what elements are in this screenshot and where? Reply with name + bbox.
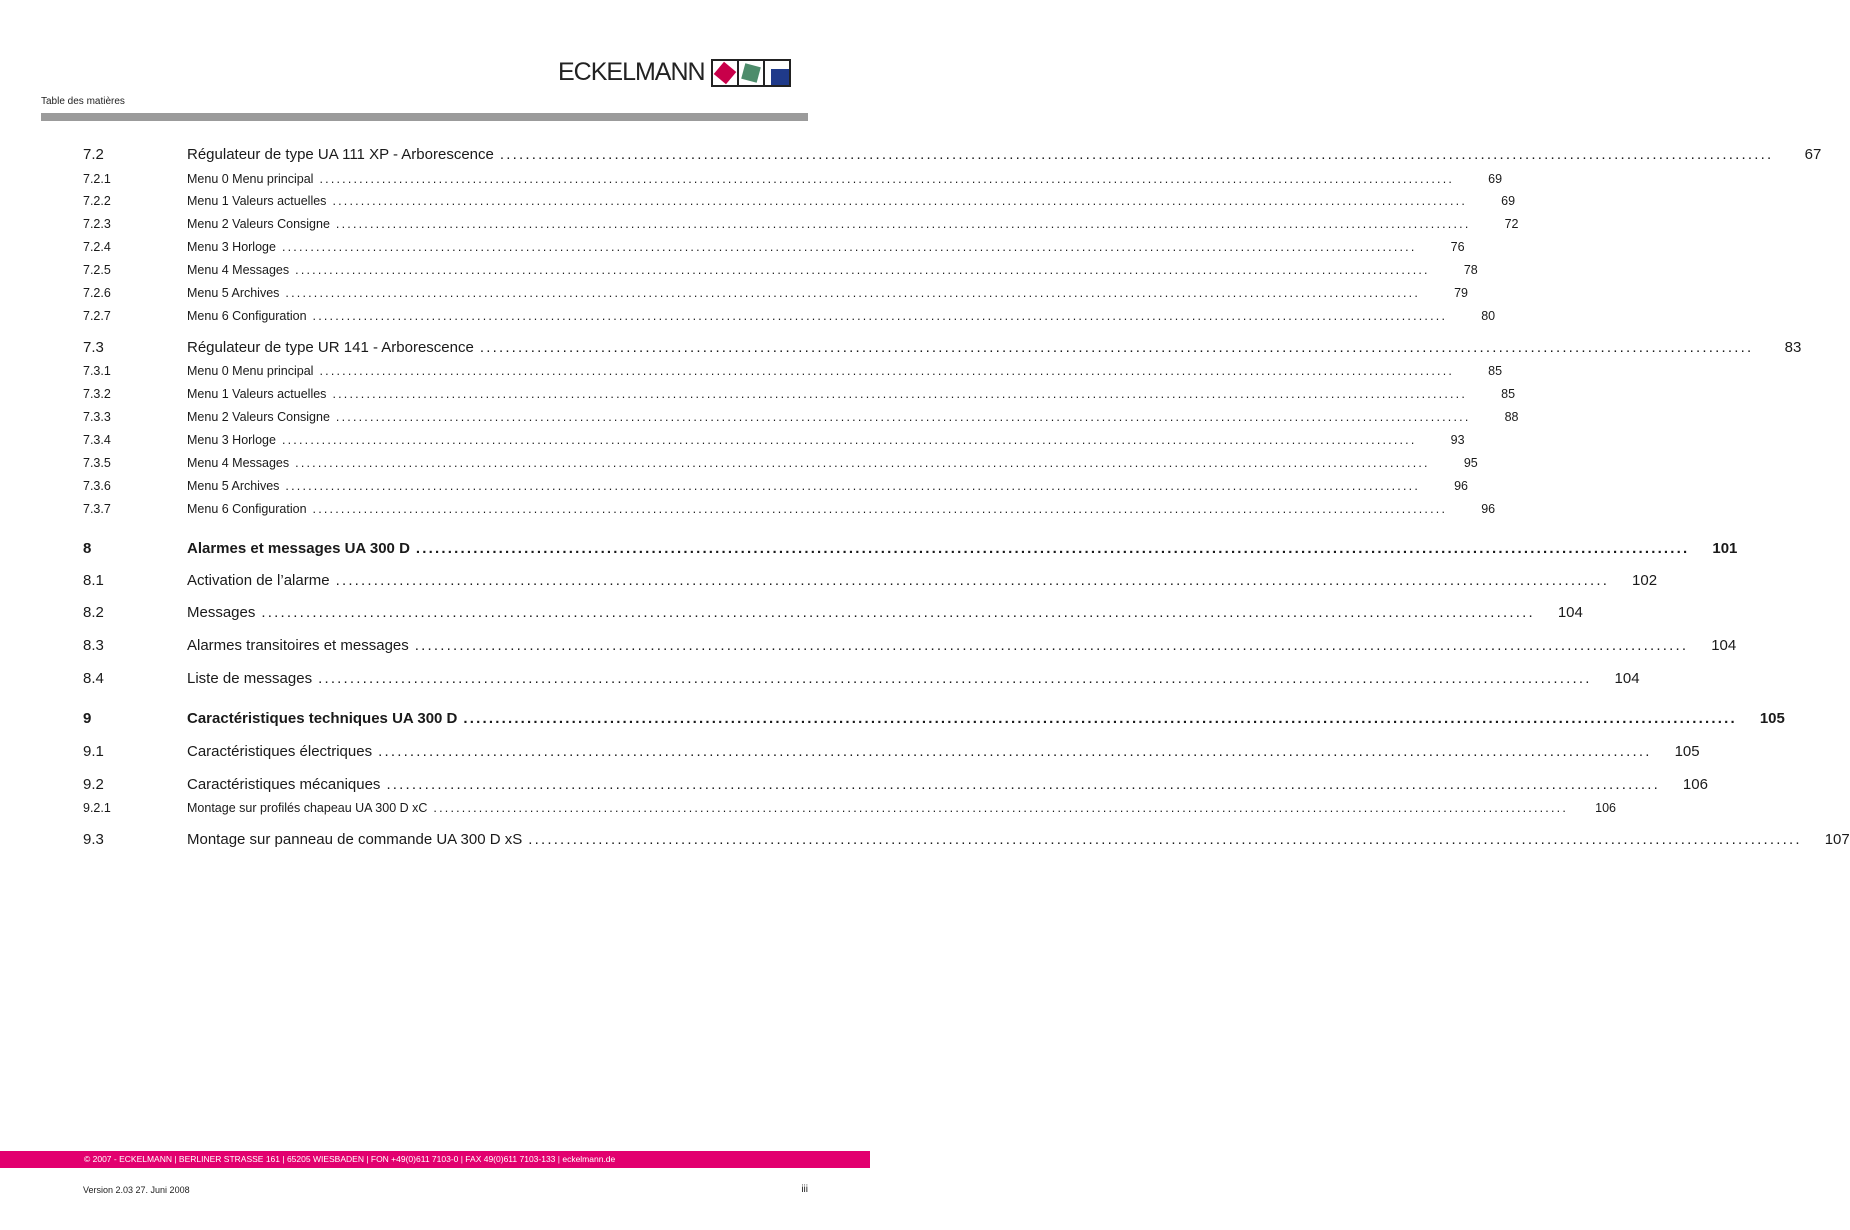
- page-number: iii: [801, 1184, 808, 1195]
- toc-title: Caractéristiques mécaniques: [187, 776, 381, 793]
- toc-entry[interactable]: [83, 743, 1700, 760]
- toc-number: 7.3.4: [83, 433, 111, 447]
- toc-number: 7.2.6: [83, 286, 111, 300]
- toc-page-number: 79: [1454, 286, 1469, 300]
- toc-title: Menu 5 Archives: [187, 286, 280, 300]
- toc-leader-dots: ........................................................................................................................................................................................................: [335, 410, 1471, 424]
- toc-leader-dots: ........................................................................................................................................................................................................: [463, 710, 1737, 727]
- section-label: Table des matières: [41, 96, 125, 107]
- toc-title: Activation de l’alarme: [187, 572, 330, 589]
- toc-page-number: 83: [1784, 339, 1802, 356]
- toc-entry[interactable]: [83, 433, 1465, 447]
- toc-page-number: 72: [1504, 217, 1519, 231]
- toc-leader-dots: ........................................................................................................................................................................................................: [295, 456, 1430, 470]
- toc-number: 9.2: [83, 776, 104, 793]
- toc-page-number: 95: [1463, 456, 1478, 470]
- toc-title: Menu 4 Messages: [187, 263, 290, 277]
- toc-number: 7.3.6: [83, 479, 111, 493]
- toc-entry[interactable]: [83, 776, 1708, 793]
- toc-leader-dots: ........................................................................................................................................................................................................: [499, 146, 1774, 163]
- toc-title: Caractéristiques électriques: [187, 743, 373, 760]
- version-info: Version 2.03 27. Juni 2008: [83, 1185, 190, 1195]
- header-divider: [41, 113, 808, 121]
- toc-number: 7.3.7: [83, 502, 111, 516]
- toc-leader-dots: ........................................................................................................................................................................................................: [332, 387, 1468, 401]
- toc-page-number: 67: [1804, 146, 1822, 163]
- toc-entry[interactable]: [83, 217, 1519, 231]
- toc-title: Menu 3 Horloge: [187, 433, 276, 447]
- toc-page-number: 105: [1759, 710, 1785, 727]
- toc-page-number: 104: [1711, 637, 1737, 654]
- toc-entry[interactable]: [83, 540, 1738, 557]
- toc-number: 9.3: [83, 831, 104, 848]
- toc-leader-dots: ........................................................................................................................................................................................................: [415, 540, 1690, 557]
- toc-page-number: 78: [1463, 263, 1478, 277]
- logo-text: ECKELMANN: [558, 58, 705, 86]
- toc-page-number: 101: [1712, 540, 1738, 557]
- toc-page-number: 85: [1488, 364, 1503, 378]
- toc-number: 7.3.5: [83, 456, 111, 470]
- toc-entry[interactable]: [83, 502, 1496, 516]
- toc-entry[interactable]: [83, 263, 1478, 277]
- toc-leader-dots: ........................................................................................................................................................................................................: [433, 801, 1569, 815]
- toc-entry[interactable]: [83, 572, 1658, 589]
- toc-title: Alarmes transitoires et messages: [187, 637, 409, 654]
- toc-entry[interactable]: [83, 410, 1519, 424]
- toc-title: Menu 6 Configuration: [187, 502, 307, 516]
- toc-title: Régulateur de type UR 141 - Arborescence: [187, 339, 474, 356]
- toc-title: Messages: [187, 604, 256, 621]
- toc-leader-dots: ........................................................................................................................................................................................................: [285, 286, 1421, 300]
- toc-page-number: 85: [1501, 387, 1516, 401]
- toc-entry[interactable]: [83, 456, 1478, 470]
- toc-leader-dots: ........................................................................................................................................................................................................: [414, 637, 1689, 654]
- toc-number: 9.2.1: [83, 801, 111, 815]
- toc-leader-dots: ........................................................................................................................................................................................................: [318, 670, 1592, 687]
- toc-page-number: 104: [1614, 670, 1640, 687]
- toc-page-number: 69: [1501, 194, 1516, 208]
- toc-leader-dots: ........................................................................................................................................................................................................: [285, 479, 1421, 493]
- toc-leader-dots: ........................................................................................................................................................................................................: [312, 502, 1448, 516]
- toc-title: Menu 1 Valeurs actuelles: [187, 194, 327, 208]
- toc-number: 8.4: [83, 670, 104, 687]
- toc-entry[interactable]: [83, 637, 1737, 654]
- toc-entry[interactable]: [83, 240, 1465, 254]
- toc-page-number: 104: [1557, 604, 1583, 621]
- toc-title: Alarmes et messages UA 300 D: [187, 540, 410, 557]
- toc-leader-dots: ........................................................................................................................................................................................................: [319, 364, 1455, 378]
- toc-number: 7.2.5: [83, 263, 111, 277]
- toc-number: 8.1: [83, 572, 104, 589]
- toc-title: Menu 1 Valeurs actuelles: [187, 387, 327, 401]
- toc-page-number: 80: [1481, 309, 1496, 323]
- toc-title: Montage sur profilés chapeau UA 300 D xC: [187, 801, 428, 815]
- toc-number: 7.3.2: [83, 387, 111, 401]
- toc-entry[interactable]: [83, 286, 1469, 300]
- toc-number: 7.2.2: [83, 194, 111, 208]
- toc-number: 7.2.3: [83, 217, 111, 231]
- toc-title: Menu 2 Valeurs Consigne: [187, 410, 330, 424]
- toc-page-number: 93: [1450, 433, 1465, 447]
- toc-entry[interactable]: [83, 309, 1496, 323]
- toc-leader-dots: ........................................................................................................................................................................................................: [281, 240, 1417, 254]
- toc-page-number: 76: [1450, 240, 1465, 254]
- toc-title: Menu 5 Archives: [187, 479, 280, 493]
- toc-page-number: 105: [1674, 743, 1700, 760]
- toc-leader-dots: ........................................................................................................................................................................................................: [261, 604, 1535, 621]
- toc-leader-dots: ........................................................................................................................................................................................................: [335, 217, 1471, 231]
- toc-leader-dots: ........................................................................................................................................................................................................: [335, 572, 1610, 589]
- toc-number: 8: [83, 540, 92, 557]
- toc-page-number: 69: [1488, 172, 1503, 186]
- toc-leader-dots: ........................................................................................................................................................................................................: [386, 776, 1660, 793]
- toc-page-number: 106: [1595, 801, 1617, 815]
- toc-leader-dots: ........................................................................................................................................................................................................: [295, 263, 1430, 277]
- eckelmann-logo: [558, 58, 791, 87]
- toc-title: Caractéristiques techniques UA 300 D: [187, 710, 458, 727]
- toc-title: Liste de messages: [187, 670, 313, 687]
- toc-title: Menu 6 Configuration: [187, 309, 307, 323]
- footer-address-bar: [0, 1151, 870, 1168]
- toc-number: 7.3.1: [83, 364, 111, 378]
- toc-page-number: 88: [1504, 410, 1519, 424]
- toc-entry[interactable]: [83, 146, 1822, 163]
- toc-page-number: 107: [1824, 831, 1850, 848]
- toc-entry[interactable]: [83, 831, 1850, 848]
- toc-leader-dots: ........................................................................................................................................................................................................: [281, 433, 1417, 447]
- toc-number: 7.3: [83, 339, 104, 356]
- toc-number: 8.3: [83, 637, 104, 654]
- toc-page-number: 96: [1481, 502, 1496, 516]
- toc-entry[interactable]: [83, 194, 1516, 208]
- toc-title: Montage sur panneau de commande UA 300 D xS: [187, 831, 523, 848]
- toc-title: Menu 4 Messages: [187, 456, 290, 470]
- toc-title: Régulateur de type UA 111 XP - Arborescence: [187, 146, 494, 163]
- toc-number: 8.2: [83, 604, 104, 621]
- toc-number: 7.2.4: [83, 240, 111, 254]
- toc-page-number: 106: [1682, 776, 1708, 793]
- toc-title: Menu 0 Menu principal: [187, 364, 314, 378]
- toc-entry[interactable]: [83, 339, 1802, 356]
- toc-number: 7.2: [83, 146, 104, 163]
- footer-address: © 2007 - ECKELMANN | BERLINER STRASSE 161 | 65205 WIESBADEN | FON +49(0)611 7103-0 | FAX 49(0)611 7103-133 | eckelmann.de: [84, 1154, 616, 1164]
- logo-squares-icon: [711, 59, 791, 87]
- toc-entry[interactable]: [83, 387, 1516, 401]
- toc-number: 7.3.3: [83, 410, 111, 424]
- toc-leader-dots: ........................................................................................................................................................................................................: [528, 831, 1802, 848]
- toc-entry[interactable]: [83, 479, 1469, 493]
- toc-number: 9: [83, 710, 92, 727]
- toc-number: 7.2.7: [83, 309, 111, 323]
- toc-number: 7.2.1: [83, 172, 111, 186]
- toc-title: Menu 3 Horloge: [187, 240, 276, 254]
- toc-title: Menu 2 Valeurs Consigne: [187, 217, 330, 231]
- toc-leader-dots: ........................................................................................................................................................................................................: [378, 743, 1652, 760]
- toc-page-number: 96: [1454, 479, 1469, 493]
- toc-entry[interactable]: [83, 604, 1583, 621]
- toc-entry[interactable]: [83, 364, 1503, 378]
- toc-leader-dots: ........................................................................................................................................................................................................: [312, 309, 1448, 323]
- toc-entry[interactable]: [83, 710, 1785, 727]
- toc-number: 9.1: [83, 743, 104, 760]
- toc-leader-dots: ........................................................................................................................................................................................................: [479, 339, 1754, 356]
- toc-page-number: 102: [1632, 572, 1658, 589]
- toc-leader-dots: ........................................................................................................................................................................................................: [332, 194, 1468, 208]
- toc-entry[interactable]: [83, 801, 1617, 815]
- toc-leader-dots: ........................................................................................................................................................................................................: [319, 172, 1455, 186]
- toc-title: Menu 0 Menu principal: [187, 172, 314, 186]
- toc-entry[interactable]: [83, 172, 1503, 186]
- toc-entry[interactable]: [83, 670, 1640, 687]
